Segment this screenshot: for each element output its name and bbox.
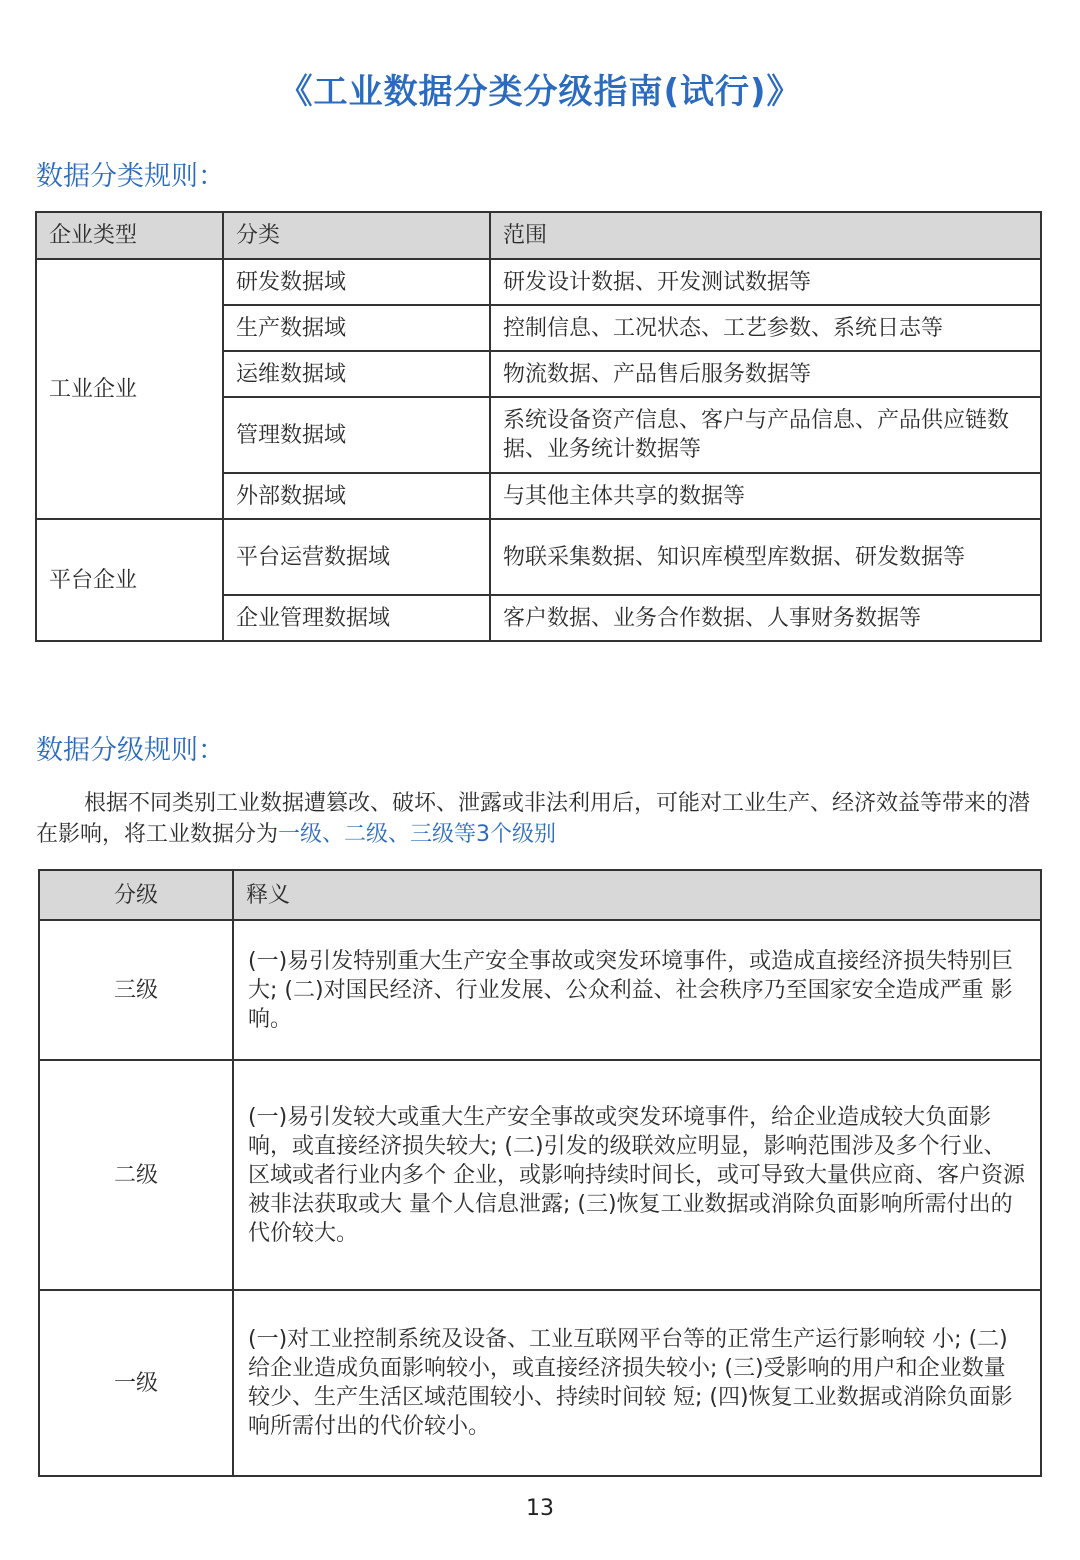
level-cell: 一级 <box>39 1290 233 1476</box>
table-row <box>36 519 1041 595</box>
header-level: 分级 <box>39 870 233 920</box>
category-cell: 生产数据域 <box>223 305 490 351</box>
category-cell: 外部数据域 <box>223 473 490 519</box>
header-scope: 范围 <box>490 212 1041 259</box>
intro-text: 根据不同类别工业数据遭篡改、破坏、泄露或非法利用后，可能对工业生产、经济效益等带来的潜在影响，将工业数据分为 <box>36 791 1031 847</box>
table-row <box>36 259 1041 305</box>
category-cell: 平台运营数据域 <box>223 519 490 595</box>
table-row <box>39 1060 1041 1290</box>
page-title: 《工业数据分类分级指南(试行)》 <box>278 72 802 112</box>
scope-cell: 系统设备资产信息、客户与产品信息、产品供应链数 据、业务统计数据等 <box>490 397 1041 473</box>
level-cell: 三级 <box>39 920 233 1060</box>
table-row <box>39 920 1041 1060</box>
table-header-row <box>36 212 1041 259</box>
intro-highlight: 一级、二级、三级等3个级别 <box>278 822 557 847</box>
scope-cell: 物联采集数据、知识库模型库数据、研发数据等 <box>490 519 1041 595</box>
description-cell: (一)易引发特别重大生产安全事故或突发环境事件，或造成直接经济损失特别巨大; (二)对国民经济、行业发展、公众利益、社会秩序乃至国家安全造成严重 影响。 <box>233 920 1041 1060</box>
table-row <box>39 1290 1041 1476</box>
header-description: 释义 <box>233 870 1041 920</box>
classification-heading: 数据分类规则： <box>36 161 225 192</box>
header-category: 分类 <box>223 212 490 259</box>
scope-cell: 客户数据、业务合作数据、人事财务数据等 <box>490 595 1041 641</box>
enterprise-type-cell: 工业企业 <box>36 259 223 519</box>
description-cell: (一)易引发较大或重大生产安全事故或突发环境事件，给企业造成较大负面影响，或直接经济损失较大; (二)引发的级联效应明显，影响范围涉及多个行业、区域或者行业内多个 企业，或影响持续时间长，或可导致大量供应商、客户资源被非法获取或大 量个人信息泄露; (三)恢复工业数据或消除负面影响所需付出的代价较大。 <box>233 1060 1041 1290</box>
scope-cell: 与其他主体共享的数据等 <box>490 473 1041 519</box>
grading-heading: 数据分级规则： <box>36 735 225 766</box>
grading-intro <box>36 788 1036 850</box>
scope-cell: 物流数据、产品售后服务数据等 <box>490 351 1041 397</box>
table-header-row <box>39 870 1041 920</box>
scope-cell: 控制信息、工况状态、工艺参数、系统日志等 <box>490 305 1041 351</box>
category-cell: 运维数据域 <box>223 351 490 397</box>
classification-table <box>35 211 1042 642</box>
page-number: 13 <box>526 1496 554 1521</box>
header-enterprise-type: 企业类型 <box>36 212 223 259</box>
enterprise-type-cell: 平台企业 <box>36 519 223 641</box>
category-cell: 企业管理数据域 <box>223 595 490 641</box>
grading-table <box>38 869 1042 1477</box>
category-cell: 管理数据域 <box>223 397 490 473</box>
category-cell: 研发数据域 <box>223 259 490 305</box>
description-cell: (一)对工业控制系统及设备、工业互联网平台等的正常生产运行影响较 小; (二)给企业造成负面影响较小，或直接经济损失较小; (三)受影响的用户和企业数量较少、生产生活区域范围较小、持续时间较 短; (四)恢复工业数据或消除负面影响所需付出的代价较小。 <box>233 1290 1041 1476</box>
scope-cell: 研发设计数据、开发测试数据等 <box>490 259 1041 305</box>
level-cell: 二级 <box>39 1060 233 1290</box>
